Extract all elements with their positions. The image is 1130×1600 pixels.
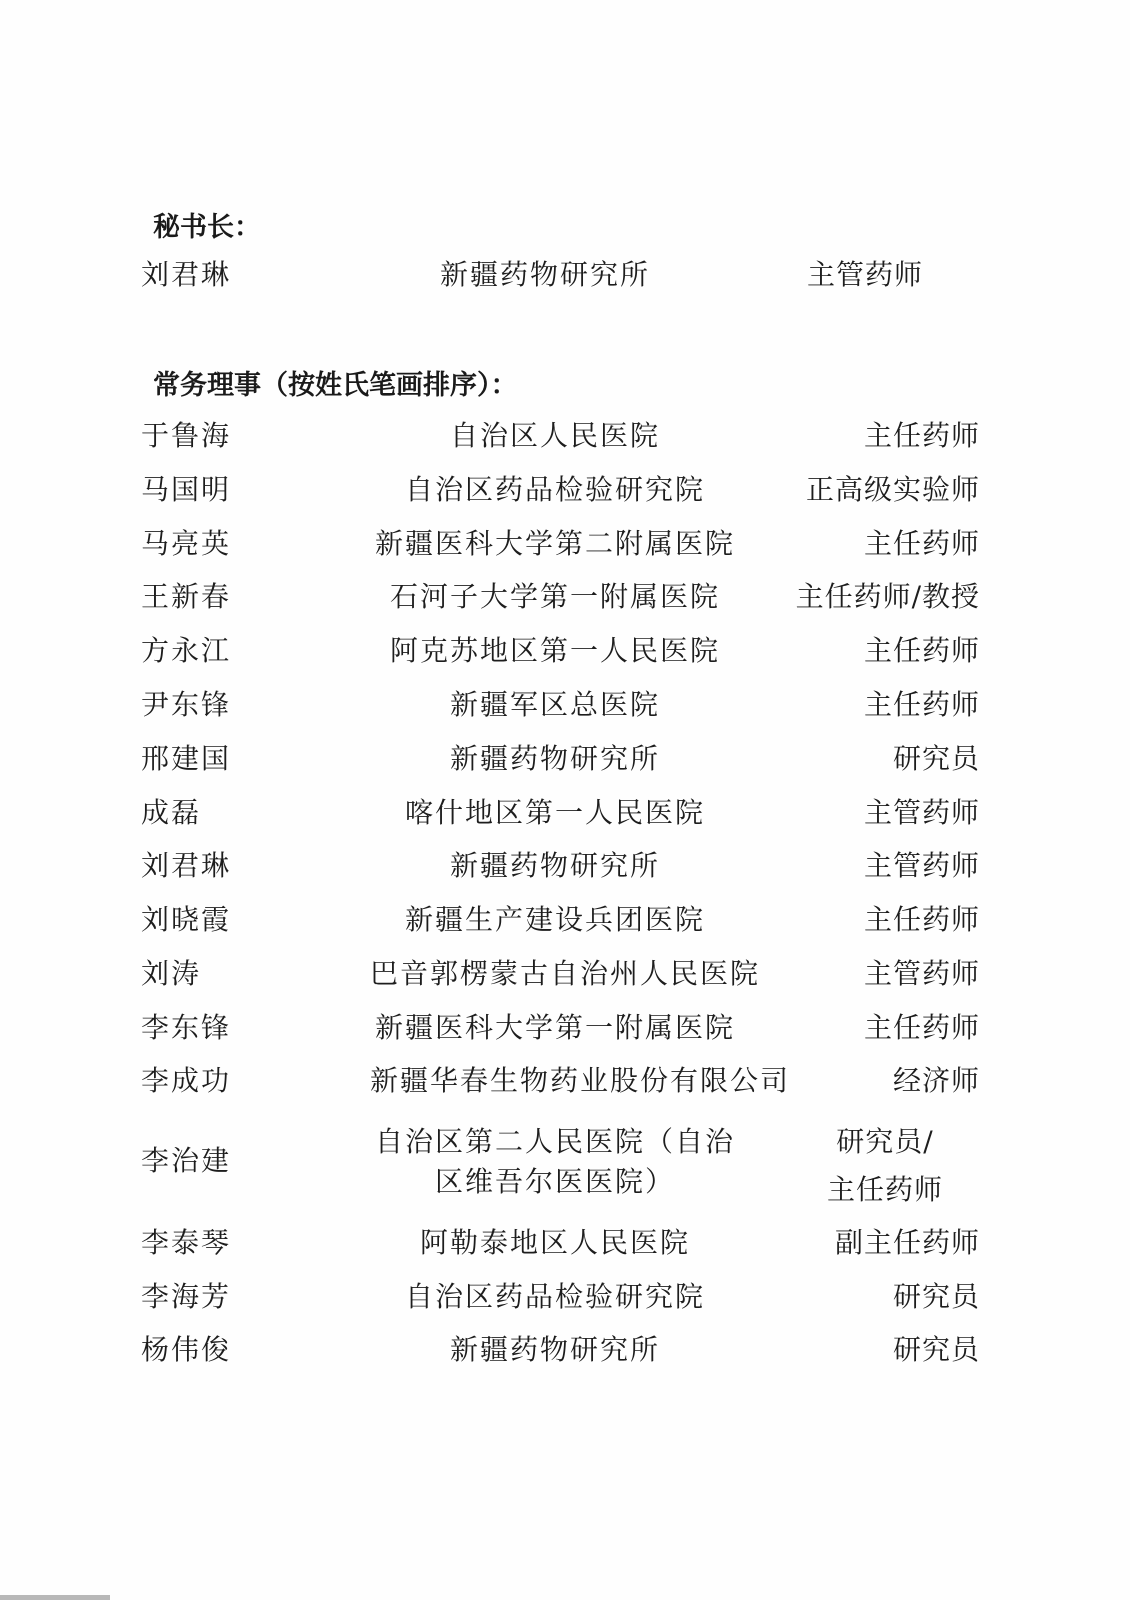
member-organization: 喀什地区第一人民医院 bbox=[404, 796, 705, 829]
member-name: 马国明 bbox=[141, 473, 232, 506]
secretary-general-heading: 秘书长： bbox=[153, 212, 261, 243]
member-name: 王新春 bbox=[141, 580, 232, 613]
member-title: 主任药师 bbox=[863, 634, 980, 667]
member-organization: 自治区人民医院 bbox=[449, 419, 660, 452]
member-title: 研究员 bbox=[892, 1280, 980, 1313]
member-name: 马亮英 bbox=[141, 527, 232, 560]
member-title: 经济师 bbox=[892, 1064, 980, 1097]
member-title: 正高级实验师 bbox=[805, 473, 980, 506]
member-name: 邢建国 bbox=[141, 742, 232, 775]
member-name: 刘晓霞 bbox=[141, 903, 232, 936]
scan-edge-mark bbox=[0, 1595, 110, 1600]
member-title: 主管药师 bbox=[863, 849, 980, 882]
member-title: 主任药师/教授 bbox=[795, 580, 980, 613]
member-title: 主任药师 bbox=[863, 688, 980, 721]
member-organization: 新疆医科大学第一附属医院 bbox=[374, 1011, 735, 1044]
member-organization: 巴音郭楞蒙古自治州人民医院 bbox=[370, 957, 761, 990]
member-organization: 新疆药物研究所 bbox=[449, 742, 660, 775]
member-name: 李成功 bbox=[141, 1064, 232, 1097]
member-organization: 阿勒泰地区人民医院 bbox=[419, 1226, 690, 1259]
member-organization: 新疆生产建设兵团医院 bbox=[404, 903, 705, 936]
member-name: 方永江 bbox=[141, 634, 232, 667]
member-name: 李治建 bbox=[141, 1144, 232, 1177]
member-organization: 新疆药物研究所 bbox=[449, 849, 660, 882]
member-name: 刘涛 bbox=[141, 957, 202, 990]
member-name: 李东锋 bbox=[141, 1011, 232, 1044]
member-organization-line: 区维吾尔医医院） bbox=[434, 1165, 675, 1198]
member-title: 主管药师 bbox=[863, 957, 980, 990]
member-name: 杨伟俊 bbox=[141, 1333, 232, 1366]
member-name: 成磊 bbox=[141, 796, 202, 829]
member-name: 刘君琳 bbox=[141, 258, 232, 291]
member-name: 尹东锋 bbox=[141, 688, 232, 721]
member-organization: 阿克苏地区第一人民医院 bbox=[389, 634, 720, 667]
member-title: 研究员 bbox=[892, 1333, 980, 1366]
member-title: 副主任药师 bbox=[834, 1226, 980, 1259]
member-title: 研究员 bbox=[892, 742, 980, 775]
member-title bbox=[790, 1118, 980, 1214]
standing-directors-heading: 常务理事（按姓氏笔画排序）： bbox=[153, 370, 518, 401]
member-title: 主任药师 bbox=[863, 1011, 980, 1044]
member-organization-line: 自治区第二人民医院（自治 bbox=[374, 1125, 735, 1158]
member-organization: 新疆药物研究所 bbox=[439, 258, 650, 291]
member-title: 主管药师 bbox=[863, 796, 980, 829]
member-title: 主任药师 bbox=[863, 903, 980, 936]
member-organization: 新疆华春生物药业股份有限公司 bbox=[370, 1064, 791, 1097]
member-name: 李泰琴 bbox=[141, 1226, 232, 1259]
member-title: 主管药师 bbox=[806, 258, 923, 291]
member-name: 于鲁海 bbox=[141, 419, 232, 452]
member-title: 主任药师 bbox=[863, 527, 980, 560]
member-organization: 石河子大学第一附属医院 bbox=[389, 580, 720, 613]
member-organization: 新疆药物研究所 bbox=[449, 1333, 660, 1366]
member-name: 刘君琳 bbox=[141, 849, 232, 882]
member-organization: 新疆军区总医院 bbox=[449, 688, 660, 721]
member-title: 主任药师 bbox=[863, 419, 980, 452]
member-organization: 自治区药品检验研究院 bbox=[404, 1280, 705, 1313]
member-name: 李海芳 bbox=[141, 1280, 232, 1313]
member-title-line: 研究员/ bbox=[836, 1125, 934, 1158]
member-title-line: 主任药师 bbox=[826, 1173, 943, 1206]
member-organization bbox=[370, 1122, 740, 1202]
member-organization: 新疆医科大学第二附属医院 bbox=[374, 527, 735, 560]
member-organization: 自治区药品检验研究院 bbox=[404, 473, 705, 506]
